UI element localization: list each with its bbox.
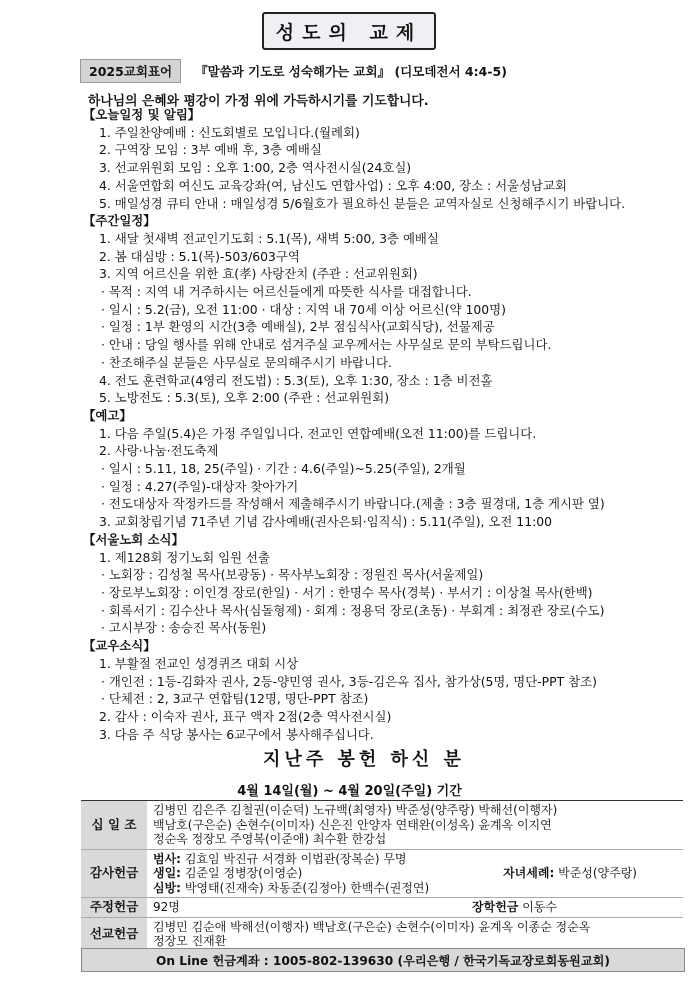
announcement-line: 4. 전도 훈련학교(4영리 전도법) : 5.3(토), 오후 1:30, 장소 : 1층 비전홀 — [99, 372, 493, 388]
announcement-line: · 안내 : 당일 행사를 위해 안내로 섬겨주실 교우께서는 사무실로 문의 부탁드립니다. — [101, 337, 552, 353]
announcement-line: · 개인전 : 1등-김화자 권사, 2등-양민영 권사, 3등-김은옥 집사, 참가상(5명, 명단-PPT 참조) — [101, 673, 597, 689]
weekly-row — [81, 898, 683, 918]
announcement-line: · 장로부노회장 : 이인경 장로(한일) · 서기 : 한명수 목사(경북) · 부서기 : 이상철 목사(한백) — [101, 584, 593, 600]
announcement-line: 4. 서울연합회 여신도 교육강좌(여, 남신도 연합사업) : 오후 4:00, 장소 : 서울성남교회 — [99, 177, 567, 193]
motto-text: 『말씀과 기도로 성숙해가는 교회』 (디모데전서 4:4-5) — [195, 64, 507, 79]
announcement-line: 3. 다음 주 식당 봉사는 6교구에서 봉사해주십니다. — [99, 726, 374, 742]
announcement-line: 3. 교회창립기념 71주년 기념 감사예배(권사은퇴·임직식) : 5.11(주일), 오전 11:00 — [99, 514, 553, 530]
announcement-line: 1. 제128회 정기노회 임원 선출 — [99, 549, 270, 565]
online-account: On Line 헌금계좌 : 1005-802-139630 (우리은행 / 한국기독교장로회동원교회) — [81, 948, 685, 972]
thanks-row — [81, 850, 683, 899]
announcement-line: 1. 주일찬양예배 : 신도회별로 모입니다.(월례회) — [99, 124, 360, 140]
thanks-line — [153, 852, 677, 867]
thanks-label: 감사헌금 — [81, 850, 147, 898]
announcement-line: · 일시 : 5.11, 18, 25(주일) · 기간 : 4.6(주일)~5.25(주일), 2개월 — [101, 461, 466, 477]
scholar-label: 장학헌금 — [472, 900, 519, 914]
greeting: 하나님의 은혜와 평강이 가정 위에 가득하시기를 기도합니다. — [88, 94, 429, 109]
announcement-line: 3. 선교위원회 모임 : 오후 1:00, 2층 역사전시실(24호실) — [99, 160, 412, 176]
children-label: 자녀세례: — [503, 866, 555, 880]
page-title: 성도의 교제 — [262, 12, 436, 50]
thanks-line — [153, 881, 677, 896]
thanks-list: 박영태(진재숙) 차동준(김정아) 한백수(권정연) — [184, 880, 430, 895]
tithe-row — [81, 801, 683, 850]
offering-period: 4월 14일(월) ~ 4월 20일(주일) 기간 — [237, 784, 462, 799]
tithe-label: 십 일 조 — [81, 801, 147, 849]
motto-row — [80, 60, 507, 82]
mission-row — [81, 918, 683, 951]
section-heading: 【서울노회 소식】 — [83, 531, 184, 547]
announcement-line: · 단체전 : 2, 3교구 연합팀(12명, 명단-PPT 참조) — [101, 691, 369, 707]
announcement-line: 2. 감사 : 이숙자 권사, 표구 액자 2점(2층 역사전시실) — [99, 708, 392, 724]
section-heading: 【예고】 — [83, 407, 132, 423]
announcement-line: 1. 새달 첫새벽 전교인기도회 : 5.1(목), 새벽 5:00, 3층 예배실 — [99, 230, 439, 246]
section-heading: 【주간일정】 — [83, 213, 156, 229]
announcement-line: · 일정 : 1부 환영의 시간(3층 예배실), 2부 점심식사(교회식당), 선물제공 — [101, 319, 495, 335]
announcement-line: 2. 구역장 모임 : 3부 예배 후, 3층 예배실 — [99, 142, 322, 158]
announcement-line: · 목적 : 지역 내 거주하시는 어르신들에게 따뜻한 식사를 대접합니다. — [101, 284, 472, 300]
mission-label: 선교헌금 — [81, 918, 147, 951]
announcement-line: · 노회장 : 김성철 목사(보광동) · 목사부노회장 : 정원진 목사(서울제일) — [101, 567, 484, 583]
motto-label: 2025교회표어 — [80, 59, 181, 83]
announcement-line: · 전도대상자 작정카드를 작성해서 제출해주시기 바랍니다.(제출 : 3층 필경대, 1층 게시판 옆) — [101, 496, 605, 512]
weekly-label: 주정헌금 — [81, 898, 147, 917]
announcement-line: 1. 다음 주일(5.4)은 가정 주일입니다. 전교인 연합예배(오전 11:00)를 드립니다. — [99, 425, 537, 441]
announcement-line: 2. 봄 대심방 : 5.1(목)-503/603구역 — [99, 248, 300, 264]
scholar-value: 이동수 — [522, 900, 557, 914]
offering-title: 지난주 봉헌 하신 분 — [263, 749, 465, 770]
thanks-prefix: 생일: — [153, 866, 181, 880]
announcement-line: · 고시부장 : 송승진 목사(동원) — [101, 620, 267, 636]
thanks-prefix: 범사: — [153, 851, 181, 866]
section-heading: 【교우소식】 — [83, 638, 156, 654]
tithe-line: 김병민 김은주 김철권(이순덕) 노규백(최영자) 박준성(양주랑) 박해선(이행자) — [153, 803, 558, 817]
tithe-line: 백남호(구은순) 손현수(이미자) 신은진 안양자 연태완(이성옥) 윤계옥 이지연 — [153, 817, 552, 832]
announcement-line: 1. 부활절 전교인 성경퀴즈 대회 시상 — [99, 655, 299, 671]
mission-line: 정장모 진재환 — [153, 934, 227, 948]
announcement-line: · 일정 : 4.27(주일)-대상자 찾아가기 — [101, 478, 299, 494]
weekly-value: 92명 — [153, 900, 180, 914]
announcement-line: 3. 지역 어르신을 위한 효(孝) 사랑잔치 (주관 : 선교위원회) — [99, 266, 418, 282]
children-names: 박준성(양주랑) — [558, 866, 637, 880]
section-heading: 【오늘일정 및 알림】 — [83, 107, 201, 122]
announcement-line: 5. 노방전도 : 5.3(토), 오후 2:00 (주관 : 선교위원회) — [99, 390, 390, 406]
tithe-line: 정순옥 정장모 주영복(이준애) 최수환 한강섭 — [153, 832, 387, 846]
mission-line: 김병민 김순애 박해선(이행자) 백남호(구은순) 손현수(이미자) 윤계옥 이종순 정순옥 — [153, 919, 591, 934]
thanks-list: 김효임 박진규 서경화 이법관(장복순) 무명 — [184, 851, 407, 866]
offering-table — [81, 800, 683, 952]
thanks-line — [153, 866, 677, 881]
thanks-list: 김준일 정병장(이영순) — [184, 866, 303, 880]
announcement-line: · 일시 : 5.2(금), 오전 11:00 · 대상 : 지역 내 70세 이상 어르신(약 100명) — [101, 301, 506, 317]
announcement-line: · 찬조해주실 분들은 사무실로 문의해주시기 바랍니다. — [101, 354, 392, 370]
tithe-names — [147, 801, 683, 849]
announcements — [83, 106, 683, 743]
thanks-names — [147, 850, 683, 898]
announcement-line: 2. 사랑·나눔·전도축제 — [99, 443, 219, 459]
announcement-line: · 회록서기 : 김수산나 목사(심돌형제) · 회계 : 정용덕 장로(초동) · 부회계 : 최정관 장로(수도) — [101, 602, 605, 618]
thanks-prefix: 심방: — [153, 880, 181, 895]
weekly-body — [147, 898, 683, 917]
mission-names — [147, 918, 683, 951]
announcement-line: 5. 매일성경 큐티 안내 : 매일성경 5/6월호가 필요하신 분들은 교역자실로 신청해주시기 바랍니다. — [99, 195, 626, 211]
